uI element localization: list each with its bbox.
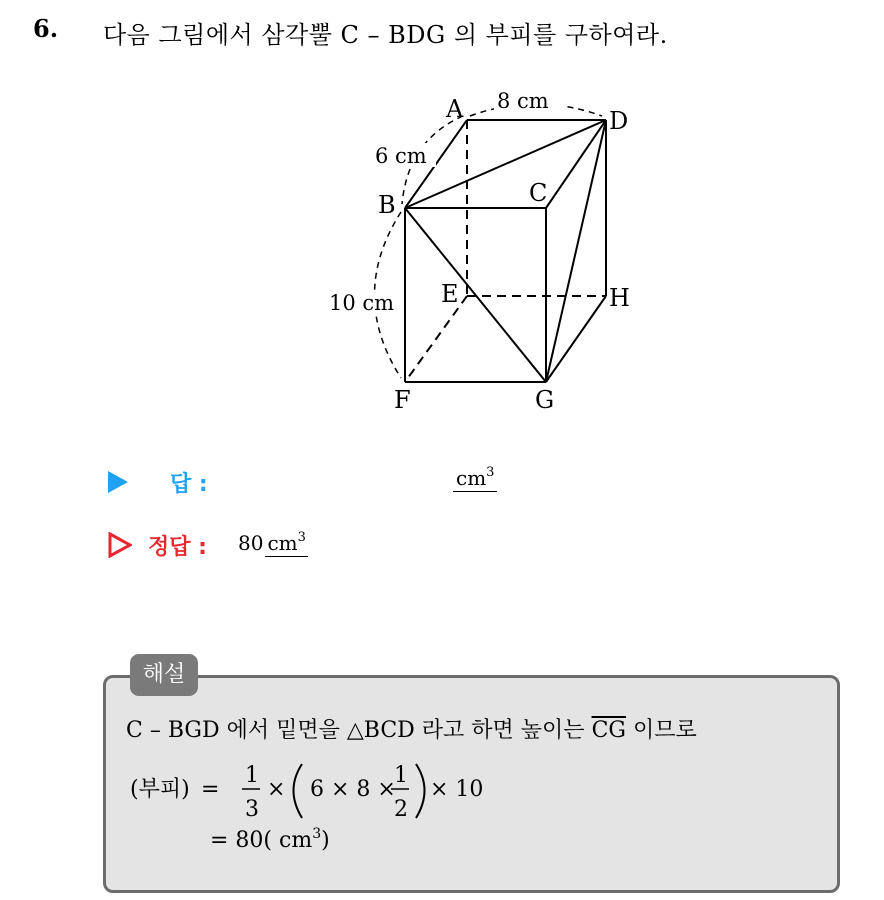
vertex-label-e: E [441, 280, 459, 308]
volume-formula [130, 756, 550, 862]
formula-lhs: (부피) [130, 777, 190, 802]
explanation-text-b: 이므로 [632, 718, 697, 743]
edge-dg [546, 120, 606, 382]
hidden-edge-ef [405, 296, 467, 382]
formula-times: × [267, 777, 286, 802]
formula-inner: 6 × 8 × [310, 777, 396, 802]
right-paren [416, 764, 425, 818]
correct-answer-label: 정답 : [148, 535, 207, 560]
dim-label-bf: 10 cm [329, 291, 395, 315]
formula-result-close: ) [321, 828, 330, 853]
prism-figure [320, 84, 650, 424]
fraction2-numerator: 1 [394, 763, 408, 788]
outline-triangle-icon [108, 532, 132, 558]
vertex-label-a: A [446, 95, 464, 123]
question-number: 6. [33, 14, 59, 43]
segment-cg: $\overline{CG}$ [591, 718, 626, 743]
answer-unit: cm [456, 466, 487, 490]
dim-label-ad: 8 cm [497, 89, 549, 113]
formula-result-exponent: 3 [312, 826, 322, 842]
play-triangle-icon [108, 471, 128, 493]
fraction1-denominator: 3 [245, 797, 259, 822]
formula-result: = 80( cm [210, 828, 313, 853]
correct-answer-row [108, 528, 608, 562]
explanation-line [126, 713, 697, 744]
correct-unit-base: cm [267, 531, 298, 555]
vertex-label-h: H [609, 284, 630, 312]
left-paren [294, 764, 303, 818]
answer-unit-exponent: 3 [486, 465, 495, 480]
formula-tail: × 10 [430, 777, 484, 802]
correct-unit [265, 531, 307, 557]
correct-answer-value [238, 530, 308, 555]
answer-row [108, 465, 608, 499]
formula-line2 [210, 826, 330, 853]
explanation-tag: 해설 [130, 654, 198, 696]
fraction1-numerator: 1 [245, 763, 259, 788]
question-text: 다음 그림에서 삼각뿔 C – BDG 의 부피를 구하여라. [103, 21, 668, 49]
vertex-label-b: B [378, 191, 396, 219]
vertex-label-f: F [394, 386, 411, 414]
answer-blank[interactable] [453, 465, 497, 492]
vertex-label-d: D [609, 107, 629, 135]
answer-label: 답 : [170, 472, 208, 497]
vertex-label-g: G [535, 386, 555, 414]
formula-equals: = [201, 777, 220, 802]
dim-label-ab: 6 cm [375, 144, 427, 168]
explanation-text-a: C – BGD 에서 밑면을 △BCD 라고 하면 높이는 [126, 718, 585, 743]
vertex-label-c: C [529, 179, 548, 207]
fraction2-denominator: 2 [394, 797, 408, 822]
correct-value-number: 80 [238, 531, 264, 555]
correct-unit-exponent: 3 [297, 530, 306, 545]
